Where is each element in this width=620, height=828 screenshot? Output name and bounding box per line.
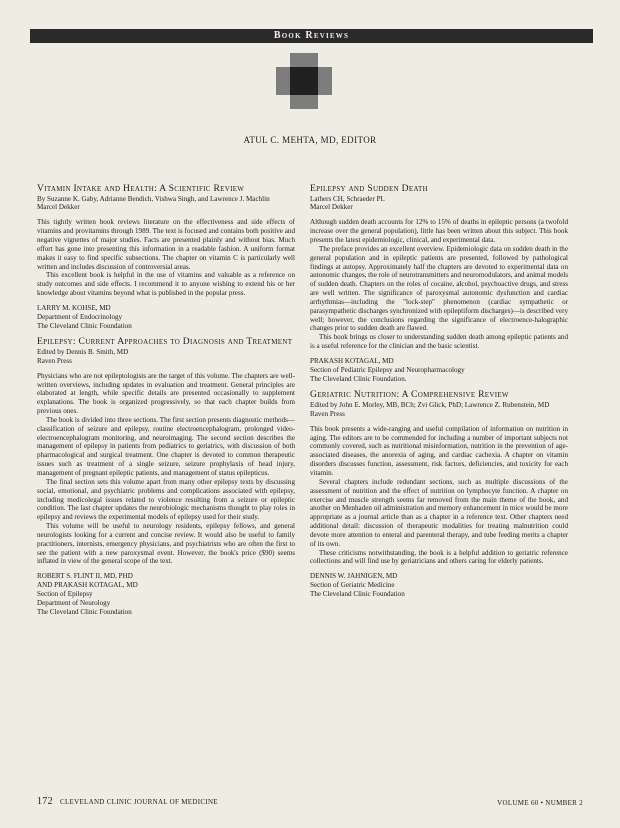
review-publisher: Marcel Dekker [310,203,353,212]
review-vitamin-intake [37,184,295,330]
reviewer-department: Section of Geriatric Medicine [310,581,395,590]
reviewer-signature [310,572,568,599]
review-publisher: Raven Press [37,356,72,365]
review-paragraph: This volume will be useful to neurology residents, epilepsy fellows, and general neurologists looking for a current and concise review. It would also be useful to family practitioners, internists, emergency physicians, and psychiatrists who are often the first to see the patient with a new paroxysmal event. However, the book's price ($90) seems inflated in view of the general scope of the text. [37,522,295,566]
review-publisher: Raven Press [310,409,345,418]
review-authors: Edited by John E. Morley, MB, BCh; Zvi Glick, PhD; Lawrence Z. Rubenstein, MD [310,401,550,410]
reviewer-name-second: AND PRAKASH KOTAGAL, MD [37,581,138,590]
reviewer-institution: The Cleveland Clinic Foundation [37,321,132,330]
review-paragraph: These criticisms notwithstanding, the book is a helpful addition to geriatric reference collections and will find use by geriatricians and others caring for elderly patients. [310,548,568,566]
section-header: Book Reviews [30,29,593,43]
review-paragraph: This tightly written book reviews literature on the effectiveness and side effects of vitamins and provitamins through 1989. The text is focused and contains both positive and negative vignettes of major studies. Facts are presented plainly and without bias. Much effort has gone into presenting this information in a readable fashion. A uniform format makes it easy to find specific subsections. The chapter on vitamin C is particularly well written and includes discussion of controversial areas. [37,218,295,271]
reviewer-institution: The Cleveland Clinic Foundation [310,589,405,598]
review-paragraph: This book presents a wide-ranging and useful compilation of information on nutrition in aging. The editors are to be commended for including a number of important subjects not commonly covered, such as nutritional misinformation, nutrition in the prevention of age-associated diseases, the anorexia of aging, and cardiac cachexia. A chapter on vitamin disorders discusses function, assessment, risk factors, deficiencies, and toxicity for each vitamin. [310,424,568,477]
reviewer-name: LARRY M. KOHSE, MD [37,303,111,312]
review-authors: By Suzanne K. Gaby, Adrianne Bendich, Vishwa Singh, and Lawrence J. Machlin [37,194,270,203]
review-publisher: Marcel Dekker [37,203,80,212]
review-title: Geriatric Nutrition: A Comprehensive Review [310,389,509,401]
review-title: Epilepsy and Sudden Death [310,183,428,194]
review-paragraph: The final section sets this volume apart from many other epilepsy texts by discussing social, emotional, and psychiatric problems and complications associated with epilepsy, including medicolegal issues related to violence resulting from a seizure or epileptic condition. The last chapter updates the neurobiologic mechanisms thought to play roles in epilepsy and reviews the experimental models of epilepsy used for their study. [37,477,295,522]
reviewer-section: Section of Epilepsy [37,589,93,598]
reviewer-name: PRAKASH KOTAGAL, MD [310,356,394,365]
review-paragraph: The book is divided into three sections. The first section presents diagnostic methods—classification of seizure and epilepsy, routine electroencephalogram, prolonged video-electroencephalogram monitoring, and neuroimaging. The second section describes the management of epilepsy in patients from pediatrics to geriatrics, with discussion of both pharmacological and surgical treatment. One chapter is devoted to common therapeutic issues such as treatment of a single seizure, seizure prophylaxis of head injury, management of pregnant epileptic patients, and management of status epilepticus. [37,415,295,477]
review-paragraph: Several chapters include redundant sections, such as multiple discussions of the assessment of nutrition and the effect of nutrition on lymphocyte function. A chapter on exercise and muscle strength seems far removed from the main theme of the book, and another on Menhaden oil administration and memory enhancement in mice would be more appropriate as a journal article than as a chapter in a reference text. Other chapters need additional detail: discussion of therapeutic modalities for treating malnutrition could devote more attention to enteral and parenteral therapy, and tube feeding merits a chapter of its own. [310,477,568,548]
review-paragraph: The preface provides an excellent overview. Epidemiologic data on sudden death in the general population and in epileptic patients are presented, followed by pathological findings at autopsy. Approximately half the chapters are devoted to experimental data on autonomic changes, the role of neurotransmitters and neuromodulators, and animal models of sudden death. Chapters on the roles of cocaine, alcohol, psychoactive drugs, and stress are well written. The significance of paroxysmal autonomic dysfunction and cardiac arrhythmias—including the "lock-step" phenomenon (cardiac sympathetic or parasympathetic discharges synchronized with epileptiform discharges)—is described very well; however, the conclusions regarding the significance of electroence-halographic changes prior to sudden death are flawed. [310,244,568,333]
reviewer-department: Department of Endocrinology [37,312,123,321]
reviewer-institution: The Cleveland Clinic Foundation [37,607,132,616]
reviewer-signature [310,357,568,384]
reviewer-name: DENNIS W. JAHNIGEN, MD [310,572,398,581]
page-number: 172 [37,796,53,807]
review-authors: Lathers CH, Schraeder PL [310,194,385,203]
review-title: Epilepsy: Current Approaches to Diagnosis and Treatment [37,336,293,348]
review-title: Vitamin Intake and Health: A Scientific Review [37,183,245,194]
review-sudden-death [310,184,568,383]
left-column [37,184,295,623]
volume-number: VOLUME 60 • NUMBER 2 [497,799,583,807]
review-epilepsy-approaches [37,337,295,616]
reviewer-signature [37,304,295,331]
reviewer-department: Department of Neurology [37,598,111,607]
journal-name: CLEVELAND CLINIC JOURNAL OF MEDICINE [59,798,218,806]
right-column [310,184,568,606]
reviewer-name: ROBERT S. FLINT II, MD, PHD [37,572,133,581]
review-paragraph: This excellent book is helpful in the use of vitamins and valuable as a reference on study outcomes and side effects. I recommend it to anyone wishing to extend his or her knowledge about vitamins beyond what is published in the popular press. [37,271,295,298]
page-footer [37,796,583,807]
review-geriatric-nutrition [310,390,568,598]
reviewer-department: Section of Pediatric Epilepsy and Neuropharmacology [310,365,465,374]
review-paragraph: Although sudden death accounts for 12% to 15% of deaths in epileptic persons (a twofold increase over the general population), little has been written about this subject. This book presents the latest epidemiologic, clinical, and experimental data. [310,218,568,244]
review-paragraph: This book brings us closer to understanding sudden death among epileptic patients and is a useful reference for the clinician and the basic scientist. [310,333,568,351]
review-paragraph: Physicians who are not epileptologists are the target of this volume. The chapters are well-written overviews, including updates in evaluation and treatment. General principles are elaborated at length, while specific details are presented occasionally to supplement explanations. The book is organized progressively, so that each chapter builds from previous ones. [37,371,295,416]
editor-credit: ATUL C. MEHTA, MD, EDITOR [243,135,377,145]
reviewer-signature [37,572,295,616]
journal-logo-icon [276,53,332,109]
review-authors: Edited by Dennis B. Smith, MD [37,348,129,356]
reviewer-institution: The Cleveland Clinic Foundation. [310,374,407,383]
